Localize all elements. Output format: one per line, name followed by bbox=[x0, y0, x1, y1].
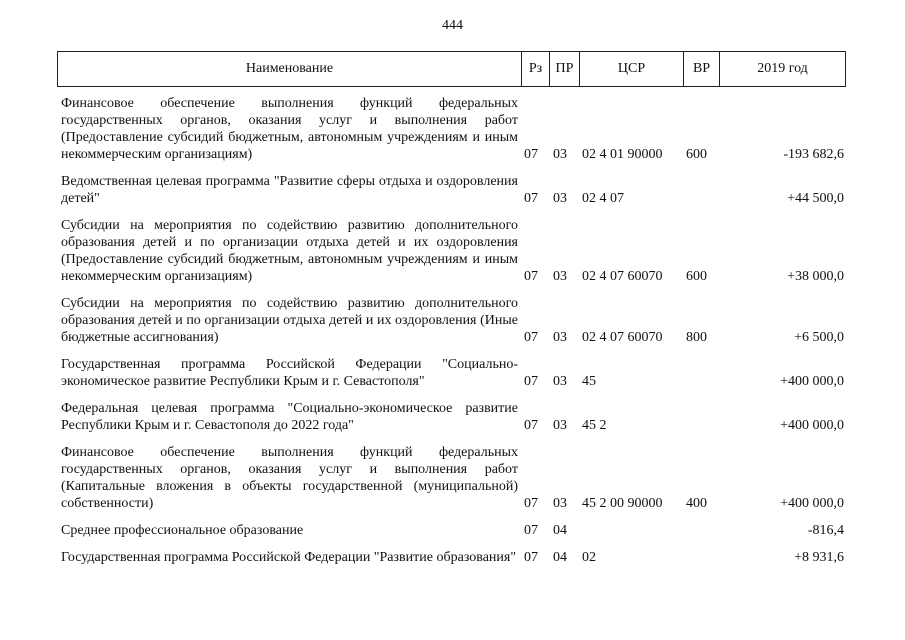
row-sum: +8 931,6 bbox=[794, 550, 844, 565]
row-pr: 03 bbox=[553, 147, 567, 162]
row-name: Государственная программа Российской Федерации "Развитие образования" bbox=[61, 550, 517, 565]
table-row bbox=[0, 444, 905, 512]
table-row bbox=[0, 356, 905, 390]
header-rz: Рз bbox=[522, 52, 550, 86]
row-csr: 02 4 07 60070 bbox=[582, 269, 663, 284]
row-name: Субсидии на мероприятия по содействию развитию дополнительного образования детей и по организации отдыха детей и их оздоровления (Предоставление субсидий бюджетным, автономным учреждениям и иным некоммерческим организациям) bbox=[61, 218, 518, 284]
row-pr: 03 bbox=[553, 374, 567, 389]
row-name: Финансовое обеспечение выполнения функций федеральных государственных органов, оказания услуг и выполнения работ (Предоставление субсидий бюджетным, автономным учреждениям и иным некоммерческим организациям) bbox=[61, 96, 518, 162]
row-rz: 07 bbox=[524, 191, 538, 206]
row-name: Финансовое обеспечение выполнения функций федеральных государственных органов, оказания услуг и выполнения работ (Капитальные вложения в объекты государственной (муниципальной) собственности) bbox=[61, 445, 518, 511]
row-pr: 04 bbox=[553, 523, 567, 538]
row-pr: 03 bbox=[553, 496, 567, 511]
row-sum: -816,4 bbox=[807, 523, 844, 538]
table-row bbox=[0, 173, 905, 207]
row-sum: +400 000,0 bbox=[780, 496, 844, 511]
header-pr: ПР bbox=[550, 52, 580, 86]
row-csr: 45 2 00 90000 bbox=[582, 496, 663, 511]
row-vr: 800 bbox=[686, 330, 707, 345]
header-name: Наименование bbox=[58, 52, 522, 86]
row-pr: 03 bbox=[553, 191, 567, 206]
row-rz: 07 bbox=[524, 330, 538, 345]
table-row bbox=[0, 549, 905, 566]
row-name: Среднее профессиональное образование bbox=[61, 523, 304, 538]
row-name: Государственная программа Российской Федерации "Социально-экономическое развитие Республики Крым и г. Севастополя" bbox=[61, 357, 518, 389]
row-rz: 07 bbox=[524, 147, 538, 162]
row-pr: 03 bbox=[553, 269, 567, 284]
row-name: Ведомственная целевая программа "Развитие сферы отдыха и оздоровления детей" bbox=[61, 174, 518, 206]
row-sum: +400 000,0 bbox=[780, 374, 844, 389]
header-year: 2019 год bbox=[757, 61, 808, 76]
row-rz: 07 bbox=[524, 496, 538, 511]
row-pr: 04 bbox=[553, 550, 567, 565]
row-sum: +38 000,0 bbox=[787, 269, 844, 284]
table-row bbox=[0, 217, 905, 285]
row-pr: 03 bbox=[553, 418, 567, 433]
row-rz: 07 bbox=[524, 523, 538, 538]
row-vr: 400 bbox=[686, 496, 707, 511]
row-rz: 07 bbox=[524, 550, 538, 565]
row-name: Федеральная целевая программа "Социально-экономическое развитие Республики Крым и г. Севастополя до 2022 года" bbox=[61, 401, 518, 433]
row-sum: +6 500,0 bbox=[794, 330, 844, 345]
row-name: Субсидии на мероприятия по содействию развитию дополнительного образования детей и по организации отдыха детей и их оздоровления (Иные бюджетные ассигнования) bbox=[61, 296, 518, 345]
table-row bbox=[0, 95, 905, 163]
row-sum: +44 500,0 bbox=[787, 191, 844, 206]
row-csr: 02 4 01 90000 bbox=[582, 147, 663, 162]
row-csr: 45 2 bbox=[582, 418, 607, 433]
row-sum: -193 682,6 bbox=[783, 147, 844, 162]
table-body bbox=[0, 95, 905, 576]
header-csr: ЦСР bbox=[580, 52, 684, 86]
row-sum: +400 000,0 bbox=[780, 418, 844, 433]
row-csr: 02 4 07 bbox=[582, 191, 624, 206]
row-csr: 02 4 07 60070 bbox=[582, 330, 663, 345]
row-vr: 600 bbox=[686, 269, 707, 284]
row-rz: 07 bbox=[524, 374, 538, 389]
table-row bbox=[0, 400, 905, 434]
row-csr: 45 bbox=[582, 374, 596, 389]
table-row bbox=[0, 522, 905, 539]
table-row bbox=[0, 295, 905, 346]
row-vr: 600 bbox=[686, 147, 707, 162]
page-number: 444 bbox=[442, 18, 463, 33]
row-rz: 07 bbox=[524, 269, 538, 284]
header-vr: ВР bbox=[684, 52, 720, 86]
table-header bbox=[57, 51, 846, 87]
row-pr: 03 bbox=[553, 330, 567, 345]
row-csr: 02 bbox=[582, 550, 596, 565]
row-rz: 07 bbox=[524, 418, 538, 433]
